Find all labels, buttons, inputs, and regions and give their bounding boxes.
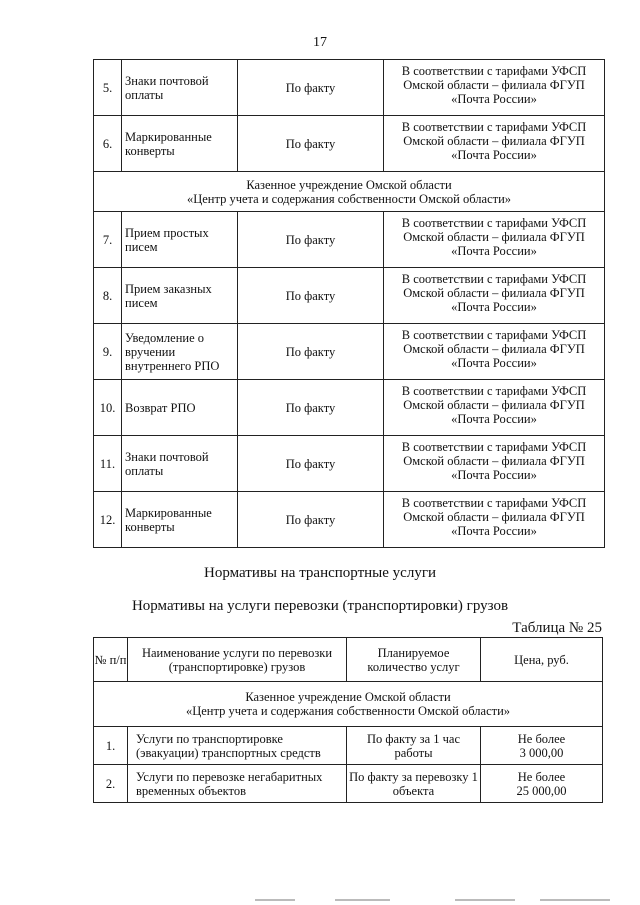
basis-cell: По факту — [238, 324, 384, 380]
tariff-cell: В соответствии с тарифами УФСП Омской области – филиала ФГУП «Почта России» — [384, 268, 605, 324]
quantity-cell: По факту за 1 час работы — [347, 727, 481, 765]
table-row — [94, 380, 605, 436]
basis-cell: По факту — [238, 380, 384, 436]
table-row — [94, 212, 605, 268]
header-num: № п/п — [94, 638, 128, 682]
row-number: 2. — [94, 765, 128, 803]
row-number: 12. — [94, 492, 122, 548]
price-value: 25 000,00 — [516, 783, 567, 798]
section-title: Нормативы на транспортные услуги — [204, 565, 436, 581]
org-row — [94, 172, 605, 212]
row-number: 1. — [94, 727, 128, 765]
tariff-cell: В соответствии с тарифами УФСП Омской области – филиала ФГУП «Почта России» — [384, 492, 605, 548]
postal-services-table — [93, 59, 605, 548]
org-cell — [94, 682, 603, 727]
price-prefix: Не более — [517, 769, 566, 784]
service-name: Знаки почтовой оплаты — [122, 436, 238, 492]
table1-rows-before-org — [94, 60, 605, 172]
header-name: Наименование услуги по перевозки (транспортировке) грузов — [128, 638, 347, 682]
table-row — [94, 492, 605, 548]
service-name: Прием заказных писем — [122, 268, 238, 324]
scan-artifact — [455, 899, 515, 901]
basis-cell: По факту — [238, 60, 384, 116]
tariff-cell: В соответствии с тарифами УФСП Омской области – филиала ФГУП «Почта России» — [384, 212, 605, 268]
scan-artifact — [540, 899, 610, 901]
price-value: 3 000,00 — [519, 745, 564, 760]
service-name: Возврат РПО — [122, 380, 238, 436]
table2-header-row — [94, 638, 603, 682]
tariff-cell: В соответствии с тарифами УФСП Омской области – филиала ФГУП «Почта России» — [384, 324, 605, 380]
quantity-cell: По факту за перевозку 1 объекта — [347, 765, 481, 803]
basis-cell: По факту — [238, 116, 384, 172]
table-row — [94, 60, 605, 116]
service-name: Услуги по транспортировке (эвакуации) транспортных средств — [128, 727, 347, 765]
tariff-cell: В соответствии с тарифами УФСП Омской области – филиала ФГУП «Почта России» — [384, 436, 605, 492]
org-line2: «Центр учета и содержания собственности Омской области» — [185, 704, 511, 718]
basis-cell: По факту — [238, 268, 384, 324]
basis-cell: По факту — [238, 436, 384, 492]
tariff-cell: В соответствии с тарифами УФСП Омской области – филиала ФГУП «Почта России» — [384, 60, 605, 116]
tariff-cell: В соответствии с тарифами УФСП Омской области – филиала ФГУП «Почта России» — [384, 380, 605, 436]
header-qty: Планируемое количество услуг — [347, 638, 481, 682]
table-row — [94, 324, 605, 380]
page-number: 17 — [313, 35, 327, 50]
org-row — [94, 682, 603, 727]
row-number: 11. — [94, 436, 122, 492]
org-line1: Казенное учреждение Омской области — [245, 690, 451, 704]
row-number: 10. — [94, 380, 122, 436]
service-name: Услуги по перевозке негабаритных временных объектов — [128, 765, 347, 803]
row-number: 6. — [94, 116, 122, 172]
table-label: Таблица № 25 — [512, 620, 602, 636]
table1-rows-after-org — [94, 212, 605, 548]
price-prefix: Не более — [517, 731, 566, 746]
org-cell — [94, 172, 605, 212]
table2-rows — [94, 727, 603, 803]
scan-artifact — [335, 899, 390, 901]
basis-cell: По факту — [238, 212, 384, 268]
table-row — [94, 268, 605, 324]
org-line2: «Центр учета и содержания собственности Омской области» — [186, 191, 512, 206]
service-name: Уведомление о вручении внутреннего РПО — [122, 324, 238, 380]
row-number: 9. — [94, 324, 122, 380]
row-number: 5. — [94, 60, 122, 116]
row-number: 8. — [94, 268, 122, 324]
table-row — [94, 727, 603, 765]
freight-services-table — [93, 637, 603, 803]
price-cell — [481, 765, 603, 803]
table-row — [94, 765, 603, 803]
scan-artifact — [255, 899, 295, 901]
header-price: Цена, руб. — [481, 638, 603, 682]
price-cell — [481, 727, 603, 765]
service-name: Знаки почтовой оплаты — [122, 60, 238, 116]
row-number: 7. — [94, 212, 122, 268]
service-name: Прием простых писем — [122, 212, 238, 268]
table-row — [94, 116, 605, 172]
basis-cell: По факту — [238, 492, 384, 548]
org-line1: Казенное учреждение Омской области — [246, 177, 452, 192]
service-name: Маркированные конверты — [122, 116, 238, 172]
section-subtitle: Нормативы на услуги перевозки (транспортировки) грузов — [131, 598, 509, 614]
service-name: Маркированные конверты — [122, 492, 238, 548]
table-row — [94, 436, 605, 492]
tariff-cell: В соответствии с тарифами УФСП Омской области – филиала ФГУП «Почта России» — [384, 116, 605, 172]
